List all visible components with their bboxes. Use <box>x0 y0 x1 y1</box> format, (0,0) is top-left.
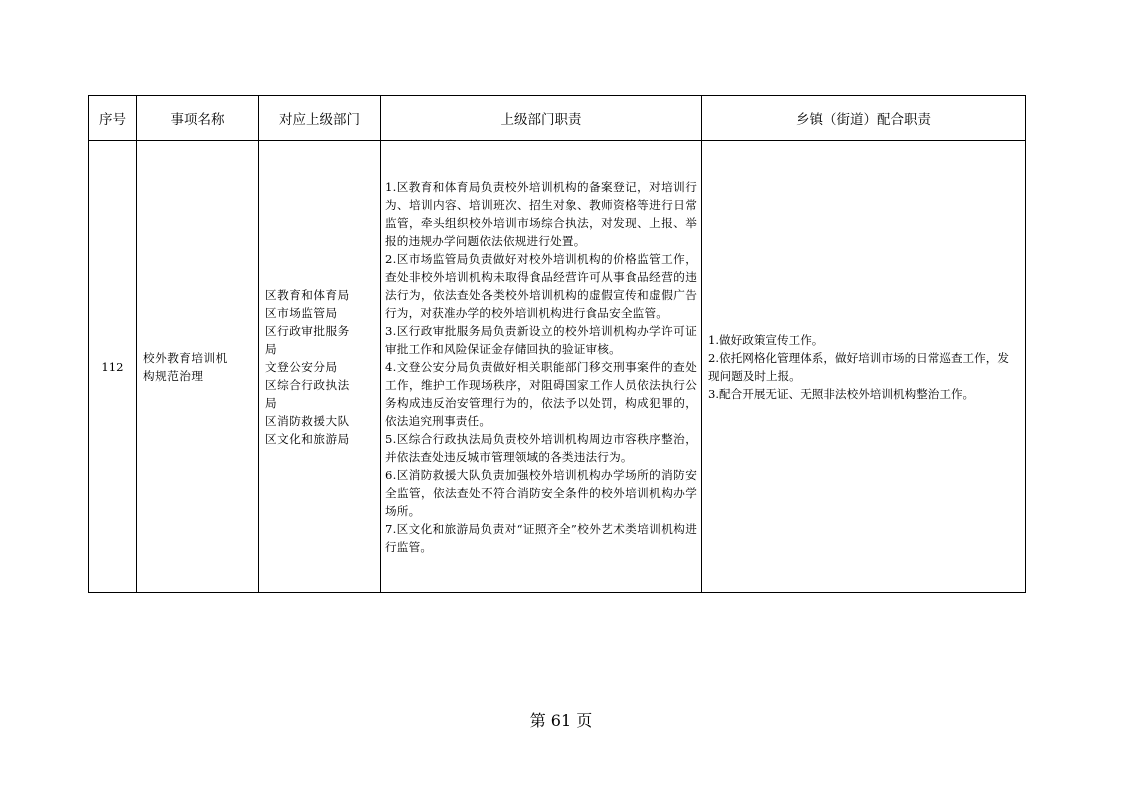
dept-line: 区教育和体育局 <box>265 287 350 302</box>
row-departments <box>259 141 381 593</box>
dept-line: 文登公安分局 <box>265 359 338 374</box>
table-header-row <box>89 96 1026 141</box>
town-duty-item: 2.依托网格化管理体系，做好培训市场的日常巡查工作，发现问题及时上报。 <box>708 350 1009 383</box>
dept-line: 区市场监管局 <box>265 305 338 320</box>
page-number: 第 61 页 <box>529 711 593 730</box>
header-superior-dept: 对应上级部门 <box>259 96 381 141</box>
duty-paragraph: 7.区文化和旅游局负责对“证照齐全”校外艺术类培训机构进行监管。 <box>385 521 697 554</box>
dept-line: 局 <box>265 341 278 356</box>
dept-line: 区行政审批服务 <box>265 323 350 338</box>
town-duty-item: 3.配合开展无证、无照非法校外培训机构整治工作。 <box>708 386 975 401</box>
item-name-line: 构规范治理 <box>143 368 204 383</box>
duty-paragraph: 5.区综合行政执法局负责校外培训机构周边市容秩序整治，并依法查处违反城市管理领域的各类违法行为。 <box>385 431 697 464</box>
header-serial: 序号 <box>89 96 137 141</box>
duty-paragraph: 2.区市场监管局负责做好对校外培训机构的价格监管工作，查处非校外培训机构未取得食品经营许可从事食品经营的违法行为，依法查处各类校外培训机构的虚假宣传和虚假广告行为，对获准办学的校外培训机构进行食品安全监管。 <box>385 251 697 320</box>
header-superior-duties: 上级部门职责 <box>381 96 702 141</box>
row-superior-duties <box>381 141 702 593</box>
duty-paragraph: 1.区教育和体育局负责校外培训机构的备案登记，对培训行为、培训内容、培训班次、招生对象、教师资格等进行日常监管，牵头组织校外培训市场综合执法，对发现、上报、举报的违规办学问题依法依规进行处置。 <box>385 179 697 248</box>
dept-line: 区消防救援大队 <box>265 413 350 428</box>
row-serial: 112 <box>89 141 137 593</box>
header-item-name: 事项名称 <box>137 96 259 141</box>
item-name-line: 校外教育培训机 <box>143 350 228 365</box>
table-row <box>89 141 1026 593</box>
duty-table <box>88 95 1026 593</box>
duty-paragraph: 3.区行政审批服务局负责新设立的校外培训机构办学许可证审批工作和风险保证金存储回执的验证审核。 <box>385 323 697 356</box>
row-item-name <box>137 141 259 593</box>
town-duty-item: 1.做好政策宣传工作。 <box>708 332 824 347</box>
row-town-duties <box>702 141 1026 593</box>
duty-paragraph: 4.文登公安分局负责做好相关职能部门移交刑事案件的查处工作，维护工作现场秩序，对阻碍国家工作人员依法执行公务构成违反治安管理行为的，依法予以处罚，构成犯罪的，依法追究刑事责任。 <box>385 359 697 428</box>
dept-line: 区综合行政执法 <box>265 377 350 392</box>
duty-paragraph: 6.区消防救援大队负责加强校外培训机构办学场所的消防安全监管，依法查处不符合消防安全条件的校外培训机构办学场所。 <box>385 467 697 518</box>
header-town-duties: 乡镇（街道）配合职责 <box>702 96 1026 141</box>
dept-line: 区文化和旅游局 <box>265 431 350 446</box>
dept-line: 局 <box>265 395 278 410</box>
